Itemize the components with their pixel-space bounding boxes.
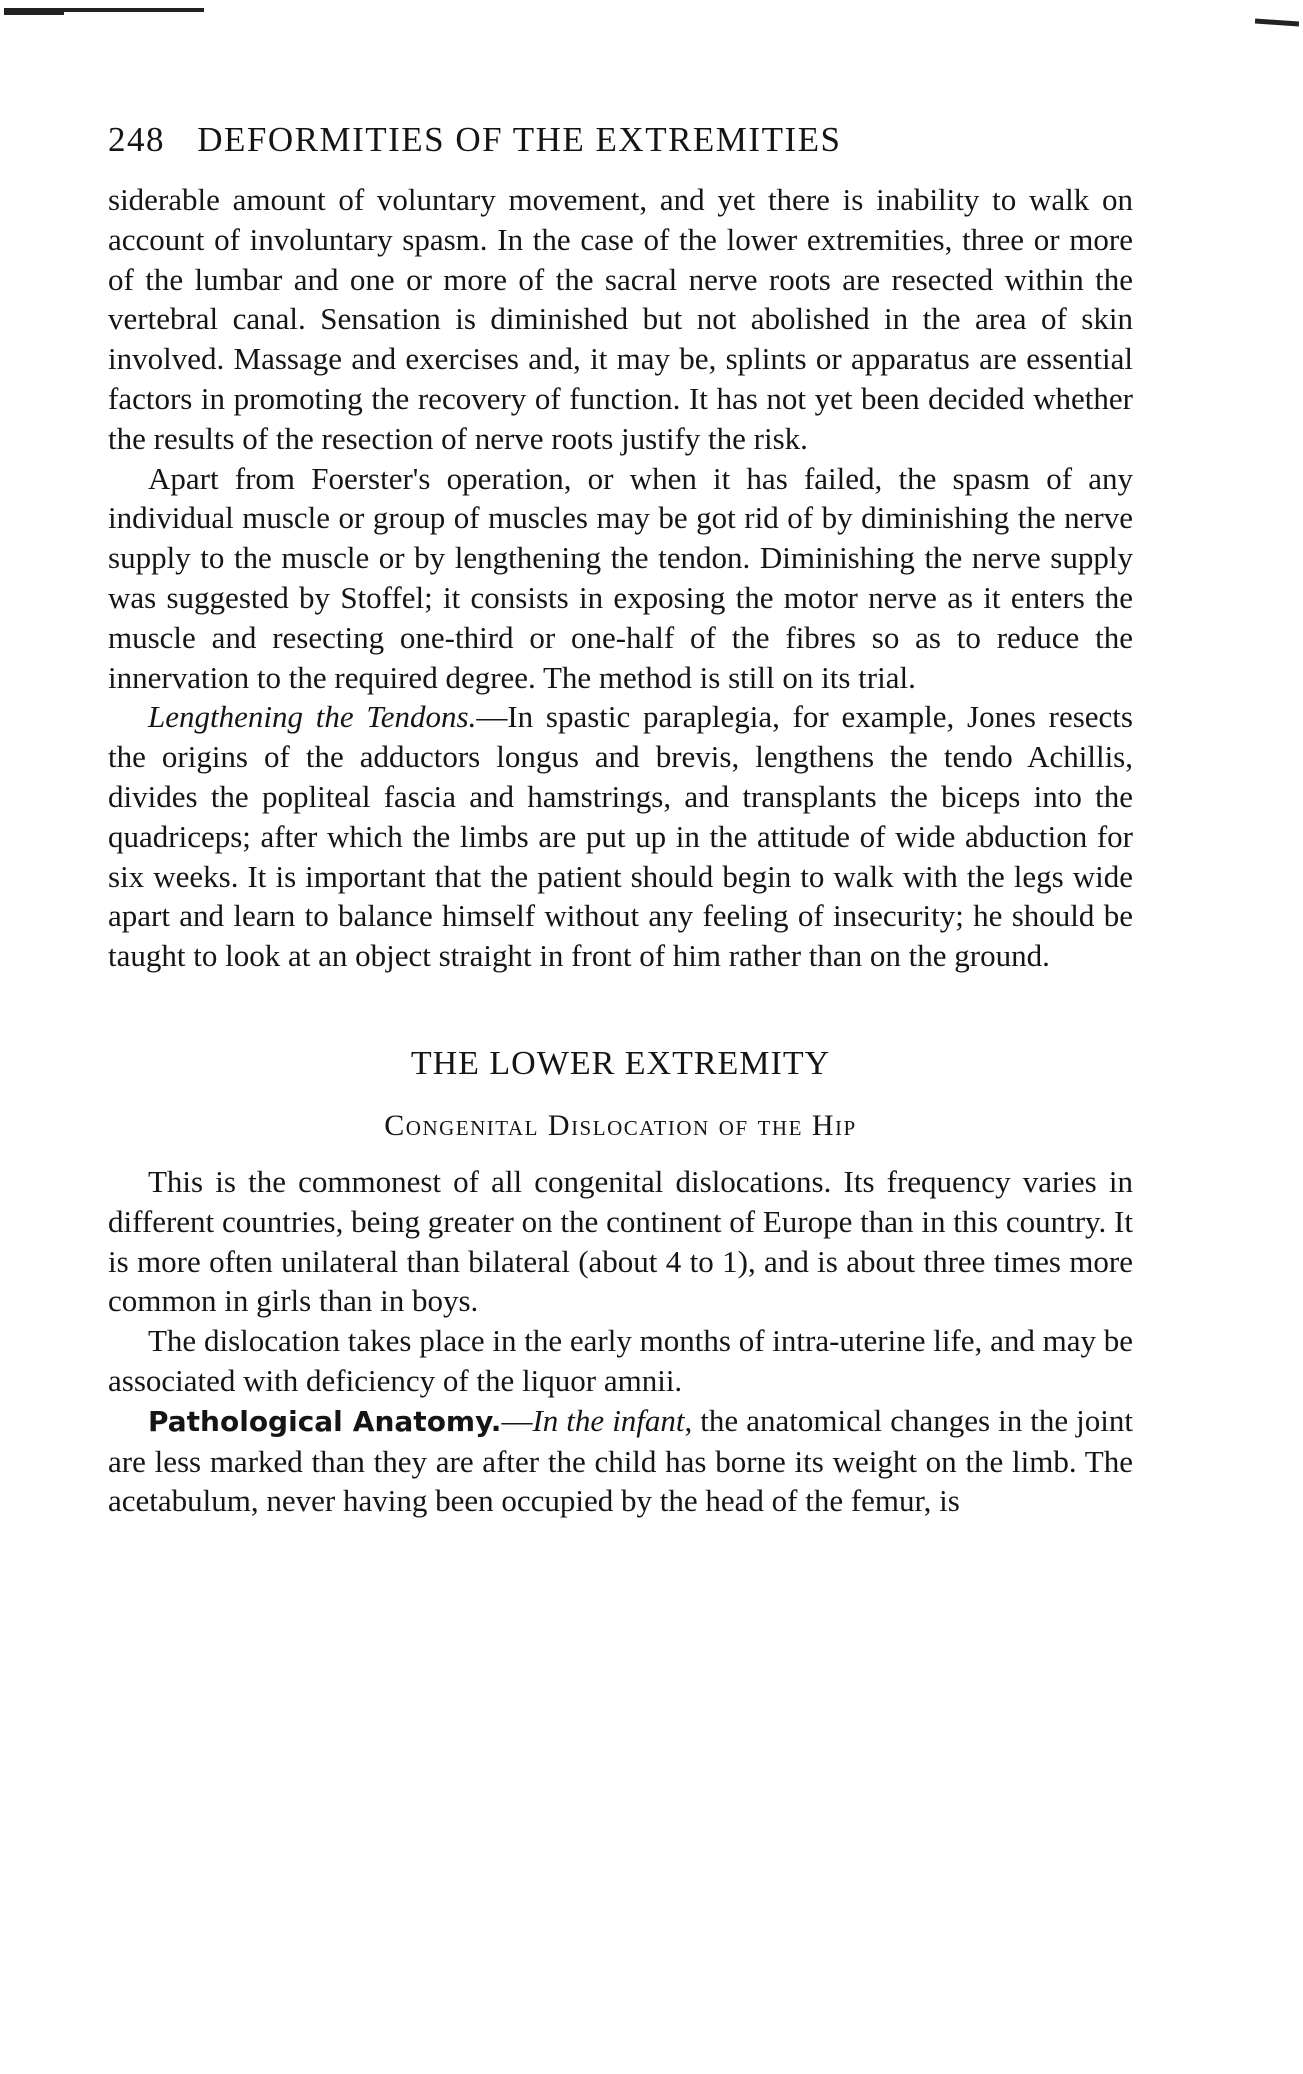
paragraph-dislocation-timing: The dislocation takes place in the early months of intra-uterine life, and may be associated with deficiency of the liquor amnii. [108,1323,1133,1398]
paragraph-text: , the anatomical changes in the joint are less marked than they are after the child has borne its weight on the limb. The acetabulum, never having been occupied by the head of the femur, is [108,1402,1133,1519]
paragraph-foerster: Apart from Foerster's operation, or when it has failed, the spasm of any individual muscle or group of muscles may be got rid of by diminishing the nerve supply to the muscle or by lengthening the tendon. Diminishing the nerve supply was suggested by Stoffel; it consists in exposing the motor nerve as it enters the muscle and resecting one-third or one-half of the fibres so as to reduce the innervation to the required degree. The method is still on its trial. [108,460,1133,695]
top-right-rule [1255,18,1299,26]
paragraph-heading-italic: Lengthening the Tendons. [148,699,477,735]
paragraph-commonest: This is the commonest of all congenital dislocations. Its frequency varies in different countries, being greater on the continent of Europe than in this country. It is more often unilateral than bilateral (about 4 to 1), and is about three times more common in girls than in boys. [108,1163,1133,1319]
paragraph-continued: siderable amount of voluntary movement, and yet there is inability to walk on account of involuntary spasm. In the case of the lower extremities, three or more of the lumbar and one or more of the sacral nerve roots are resected within the vertebral canal. Sensation is diminished but not abolished in the area of skin involved. Massage and exercises and, it may be, splints or apparatus are essential factors in promoting the recovery of function. It has not yet been decided whether the results of the resection of nerve roots justify the risk. [108,182,1133,456]
page-body [108,118,1133,1521]
paragraph-lengthening-tendons [108,697,1133,976]
paragraph-text: —In spastic paraplegia, for example, Jones resects the origins of the adductors longus and brevis, lengthens the tendo Achillis, divides the popliteal fascia and hamstrings, and transplants the biceps into the quadriceps; after which the limbs are put up in the attitude of wide abduction for six weeks. It is important that the patient should begin to walk with the legs wide apart and learn to balance himself without any feeling of insecurity; he should be taught to look at an object straight in front of him rather than on the ground. [108,699,1133,974]
running-head [108,118,1133,162]
paragraph-italic-phrase: In the infant [532,1402,685,1438]
em-dash: — [501,1402,533,1438]
section-subtitle: Congenital Dislocation of the Hip [384,1108,857,1142]
top-left-rule [4,8,204,12]
section-title: THE LOWER EXTREMITY [410,1044,831,1082]
running-title: DEFORMITIES OF THE EXTREMITIES [197,120,842,159]
paragraph-heading-bold: Pathological Anatomy. [148,1404,502,1438]
paragraph-pathological-anatomy [108,1401,1133,1521]
page-number: 248 [108,120,165,159]
